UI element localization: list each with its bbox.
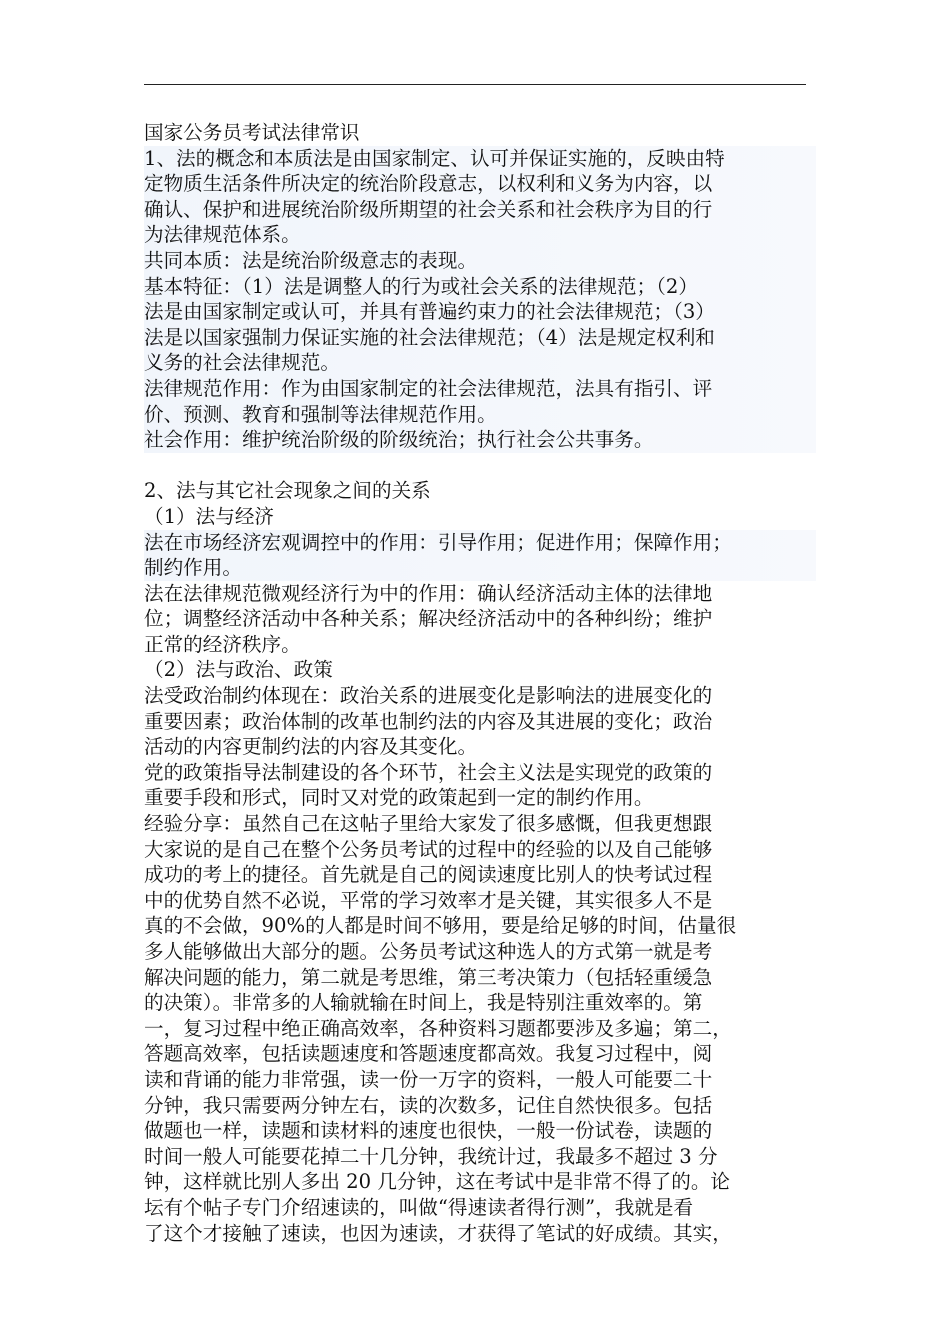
text-line: 定物质生活条件所决定的统治阶段意志，以权利和义务为内容，以 (144, 171, 816, 197)
text-line: 活动的内容更制约法的内容及其变化。 (144, 735, 478, 759)
text-line: 了这个才接触了速读，也因为速读，才获得了笔试的好成绩。其实， (144, 1221, 732, 1245)
text-line: 法是以国家强制力保证实施的社会法律规范；（4）法是规定权利和 (144, 325, 816, 351)
text-line: 党的政策指导法制建设的各个环节，社会主义法是实现党的政策的 (144, 760, 713, 784)
text-line: 正常的经济秩序。 (144, 632, 301, 656)
text-line: 确认、保护和进展统治阶级所期望的社会关系和社会秩序为目的行 (144, 197, 816, 223)
text-line: （1）法与经济 (144, 504, 275, 528)
text-line: 大家说的是自己在整个公务员考试的过程中的经验的以及自己能够 (144, 837, 713, 861)
text-line: 价、预测、教育和强制等法律规范作用。 (144, 402, 816, 428)
text-line: 重要因素；政治体制的改革也制约法的内容及其进展的变化；政治 (144, 709, 713, 733)
header-rule (144, 84, 806, 85)
text-line: 解决问题的能力，第二就是考思维，第三考决策力（包括轻重缓急 (144, 965, 713, 989)
text-line: 读和背诵的能力非常强，读一份一万字的资料，一般人可能要二十 (144, 1067, 713, 1091)
text-line: 真的不会做，90%的人都是时间不够用，要是给足够的时间，估量很 (144, 914, 737, 938)
text-line: 位；调整经济活动中各种关系；解决经济活动中的各种纠纷；维护 (144, 607, 713, 631)
document-body (144, 120, 816, 1246)
text-line: 坛有个帖子专门介绍速读的，叫做“得速读者得行测”，我就是看 (144, 1195, 694, 1219)
text-line: 义务的社会法律规范。 (144, 350, 816, 376)
document-title: 国家公务员考试法律常识 (144, 121, 360, 144)
text-line: 为法律规范体系。 (144, 222, 816, 248)
text-line: 多人能够做出大部分的题。公务员考试这种选人的方式第一就是考 (144, 940, 713, 963)
text-line: 法受政治制约体现在：政治关系的进展变化是影响法的进展变化的 (144, 684, 713, 708)
text-line: 共同本质：法是统治阶级意志的表现。 (144, 248, 816, 274)
text-line: 做题也一样，读题和读材料的速度也很快，一般一份试卷，读题的 (144, 1119, 713, 1143)
text-line: 法在市场经济宏观调控中的作用：引导作用；促进作用；保障作用； (144, 530, 816, 556)
text-line: 1、法的概念和本质法是由国家制定、认可并保证实施的，反映由特 (144, 146, 816, 172)
text-line: 制约作用。 (144, 555, 816, 581)
text-line: 答题高效率，包括读题速度和答题速度都高效。我复习过程中，阅 (144, 1042, 713, 1066)
text-line: 经验分享：虽然自己在这帖子里给大家发了很多感慨，但我更想跟 (144, 812, 713, 836)
text-line: （2）法与政治、政策 (144, 658, 333, 682)
text-line (144, 453, 816, 479)
text-line: 法在法律规范微观经济行为中的作用：确认经济活动主体的法律地 (144, 581, 713, 605)
text-line: 一，复习过程中绝正确高效率，各种资料习题都要涉及多遍；第二， (144, 1016, 732, 1040)
text-line: 基本特征：（1）法是调整人的行为或社会关系的法律规范；（2） (144, 274, 816, 300)
text-line: 中的优势自然不必说，平常的学习效率才是关键，其实很多人不是 (144, 888, 713, 912)
text-line: 分钟，我只需要两分钟左右，读的次数多，记住自然快很多。包括 (144, 1093, 713, 1117)
text-line: 重要手段和形式，同时又对党的政策起到一定的制约作用。 (144, 786, 654, 810)
text-line: 社会作用：维护统治阶级的阶级统治；执行社会公共事务。 (144, 427, 816, 453)
text-line: 法律规范作用：作为由国家制定的社会法律规范，法具有指引、评 (144, 376, 816, 402)
text-line: 钟，这样就比别人多出 20 几分钟，这在考试中是非常不得了的。论 (144, 1170, 731, 1194)
text-line: 的决策）。非常多的人输就输在时间上，我是特别注重效率的。第 (144, 991, 703, 1015)
text-line: 2、法与其它社会现象之间的关系 (144, 479, 431, 503)
text-line: 成功的考上的捷径。首先就是自己的阅读速度比别人的快考试过程 (144, 863, 713, 887)
text-line: 时间一般人可能要花掉二十几分钟，我统计过，我最多不超过 3 分 (144, 1144, 718, 1168)
text-line: 法是由国家制定或认可，并具有普遍约束力的社会法律规范；（3） (144, 299, 816, 325)
